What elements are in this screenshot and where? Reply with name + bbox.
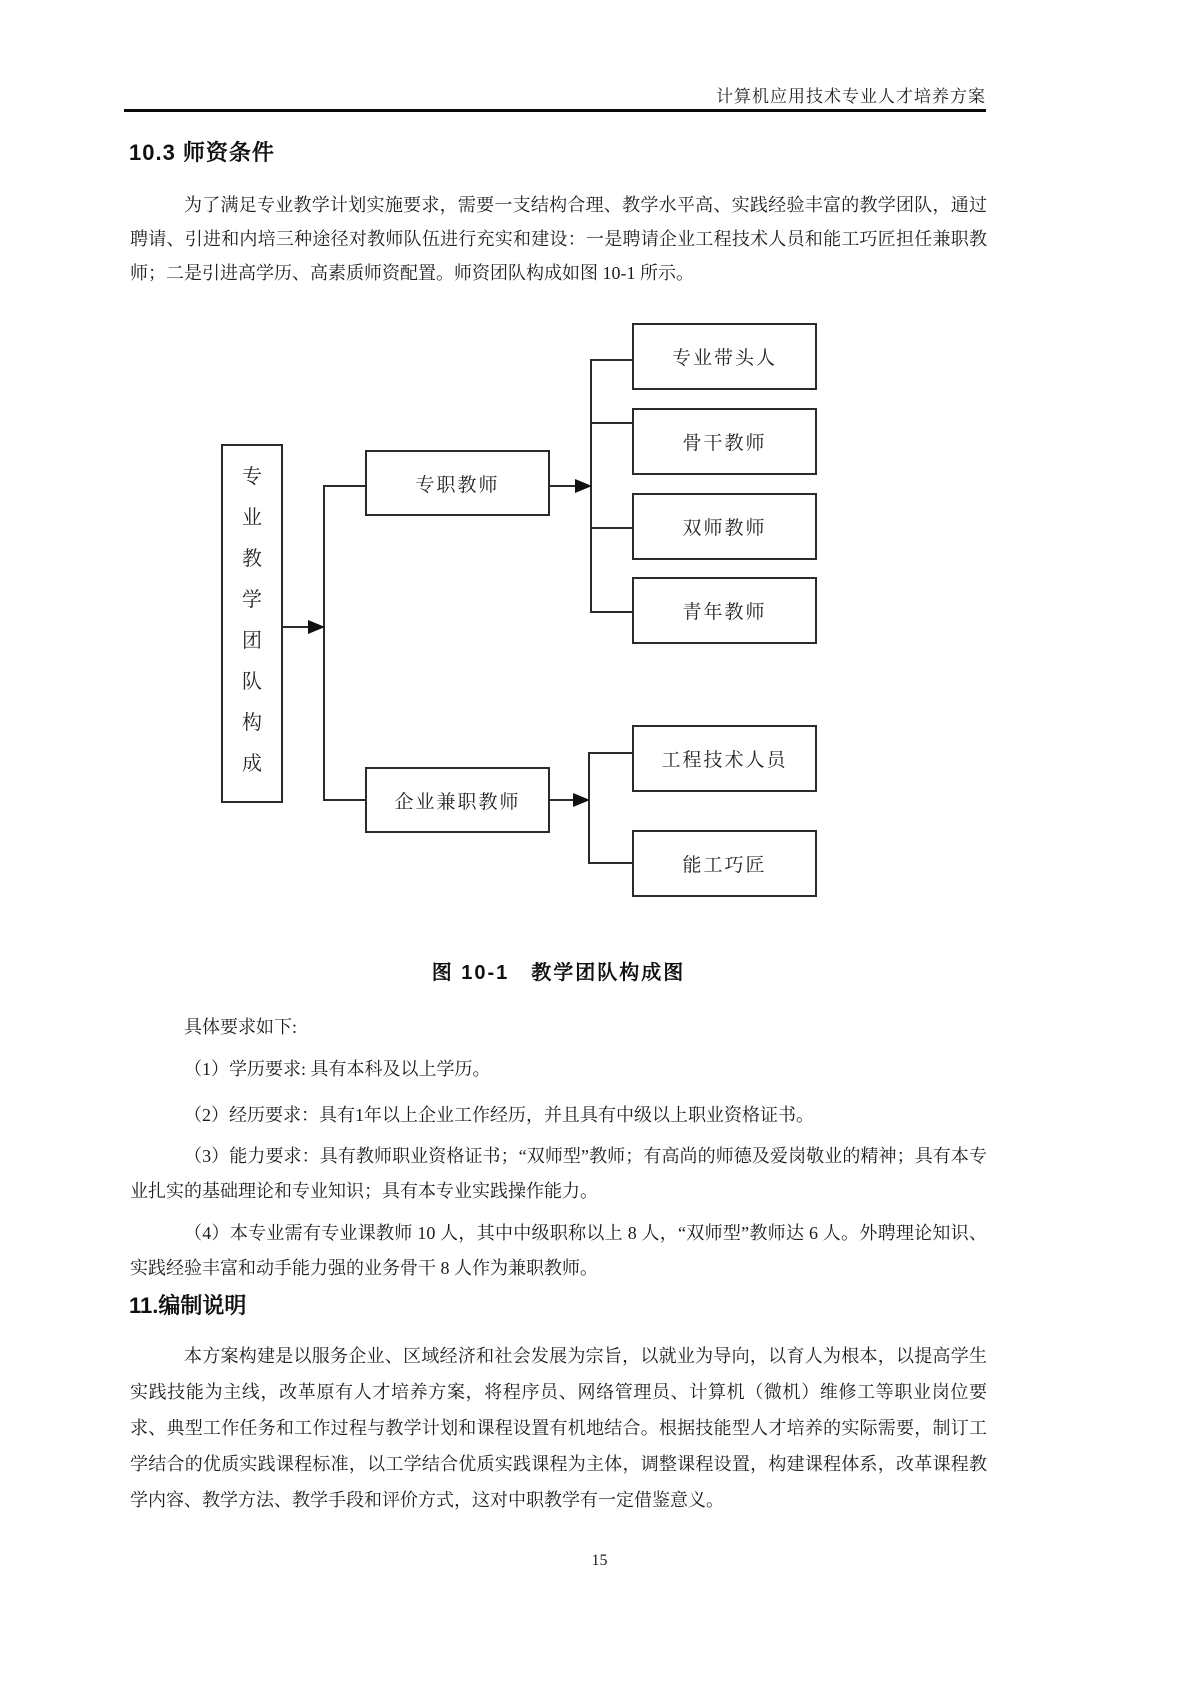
diagram-node-dual-qualified: 双师教师 [632,493,817,560]
compilation-paragraph: 本方案构建是以服务企业、区域经济和社会发展为宗旨，以就业为导向，以育人为根本，以提高学生实践技能为主线，改革原有人才培养方案，将程序员、网络管理员、计算机（微机）维修工等职业岗位要求、典型工作任务和工作过程与教学计划和课程设置有机地结合。根据技能型人才培养的实际需要，制订工学结合的优质实践课程标准，以工学结合优质实践课程为主体，调整课程设置，构建课程体系，改革课程教学内容、教学方法、教学手段和评价方式，这对中职教学有一定借鉴意义。 [130,1346,987,1510]
requirements-intro: 具体要求如下: [184,1017,298,1037]
diagram-node-backbone: 骨干教师 [632,408,817,475]
section-heading-10-3: 10.3 师资条件 [129,140,275,165]
diagram-node-craftsman: 能工巧匠 [632,830,817,897]
arrowhead-root-icon [308,620,325,634]
arrowhead-parttime-icon [573,793,590,807]
running-header-title: 计算机应用技术专业人才培养方案 [716,87,986,106]
teaching-team-diagram [0,323,1199,903]
requirement-item: （4）本专业需有专业课教师 10 人，其中中级职称以上 8 人，“双师型”教师达 6 人。外聘理论知识、实践经验丰富和动手能力强的业务骨干 8 人作为兼职教师。 [130,1223,987,1278]
arrowhead-fulltime-icon [575,479,592,493]
diagram-node-young: 青年教师 [632,577,817,644]
requirement-item: （1）学历要求: 具有本科及以上学历。 [184,1059,491,1079]
teacher-paragraph: 为了满足专业教学计划实施要求，需要一支结构合理、教学水平高、实践经验丰富的教学团队，通过聘请、引进和内培三种途径对教师队伍进行充实和建设：一是聘请企业工程技术人员和能工巧匠担任兼职教师；二是引进高学历、高素质师资配置。师资团队构成如图 10-1 所示。 [130,195,987,283]
diagram-node-fulltime-teachers: 专职教师 [365,450,550,516]
requirements-block [130,1010,987,1286]
diagram-node-leader: 专业带头人 [632,323,817,390]
diagram-node-root-label: 专业教学团队构成 [242,466,262,775]
header-rule [124,109,986,112]
requirement-item: （3）能力要求：具有教师职业资格证书；“双师型”教师；有高尚的师德及爱岗敬业的精神；具有本专业扎实的基础理论和专业知识；具有本专业实践操作能力。 [130,1146,987,1201]
diagram-node-engineer: 工程技术人员 [632,725,817,792]
section-heading-11: 11.编制说明 [129,1293,247,1318]
requirement-item: （2）经历要求：具有1年以上企业工作经历，并且具有中级以上职业资格证书。 [184,1105,814,1125]
page-number: 15 [591,1552,608,1569]
diagram-node-root [221,444,283,803]
diagram-connectors [0,323,1199,903]
diagram-node-parttime-teachers: 企业兼职教师 [365,767,550,833]
figure-caption: 图 10-1 教学团队构成图 [431,962,686,984]
